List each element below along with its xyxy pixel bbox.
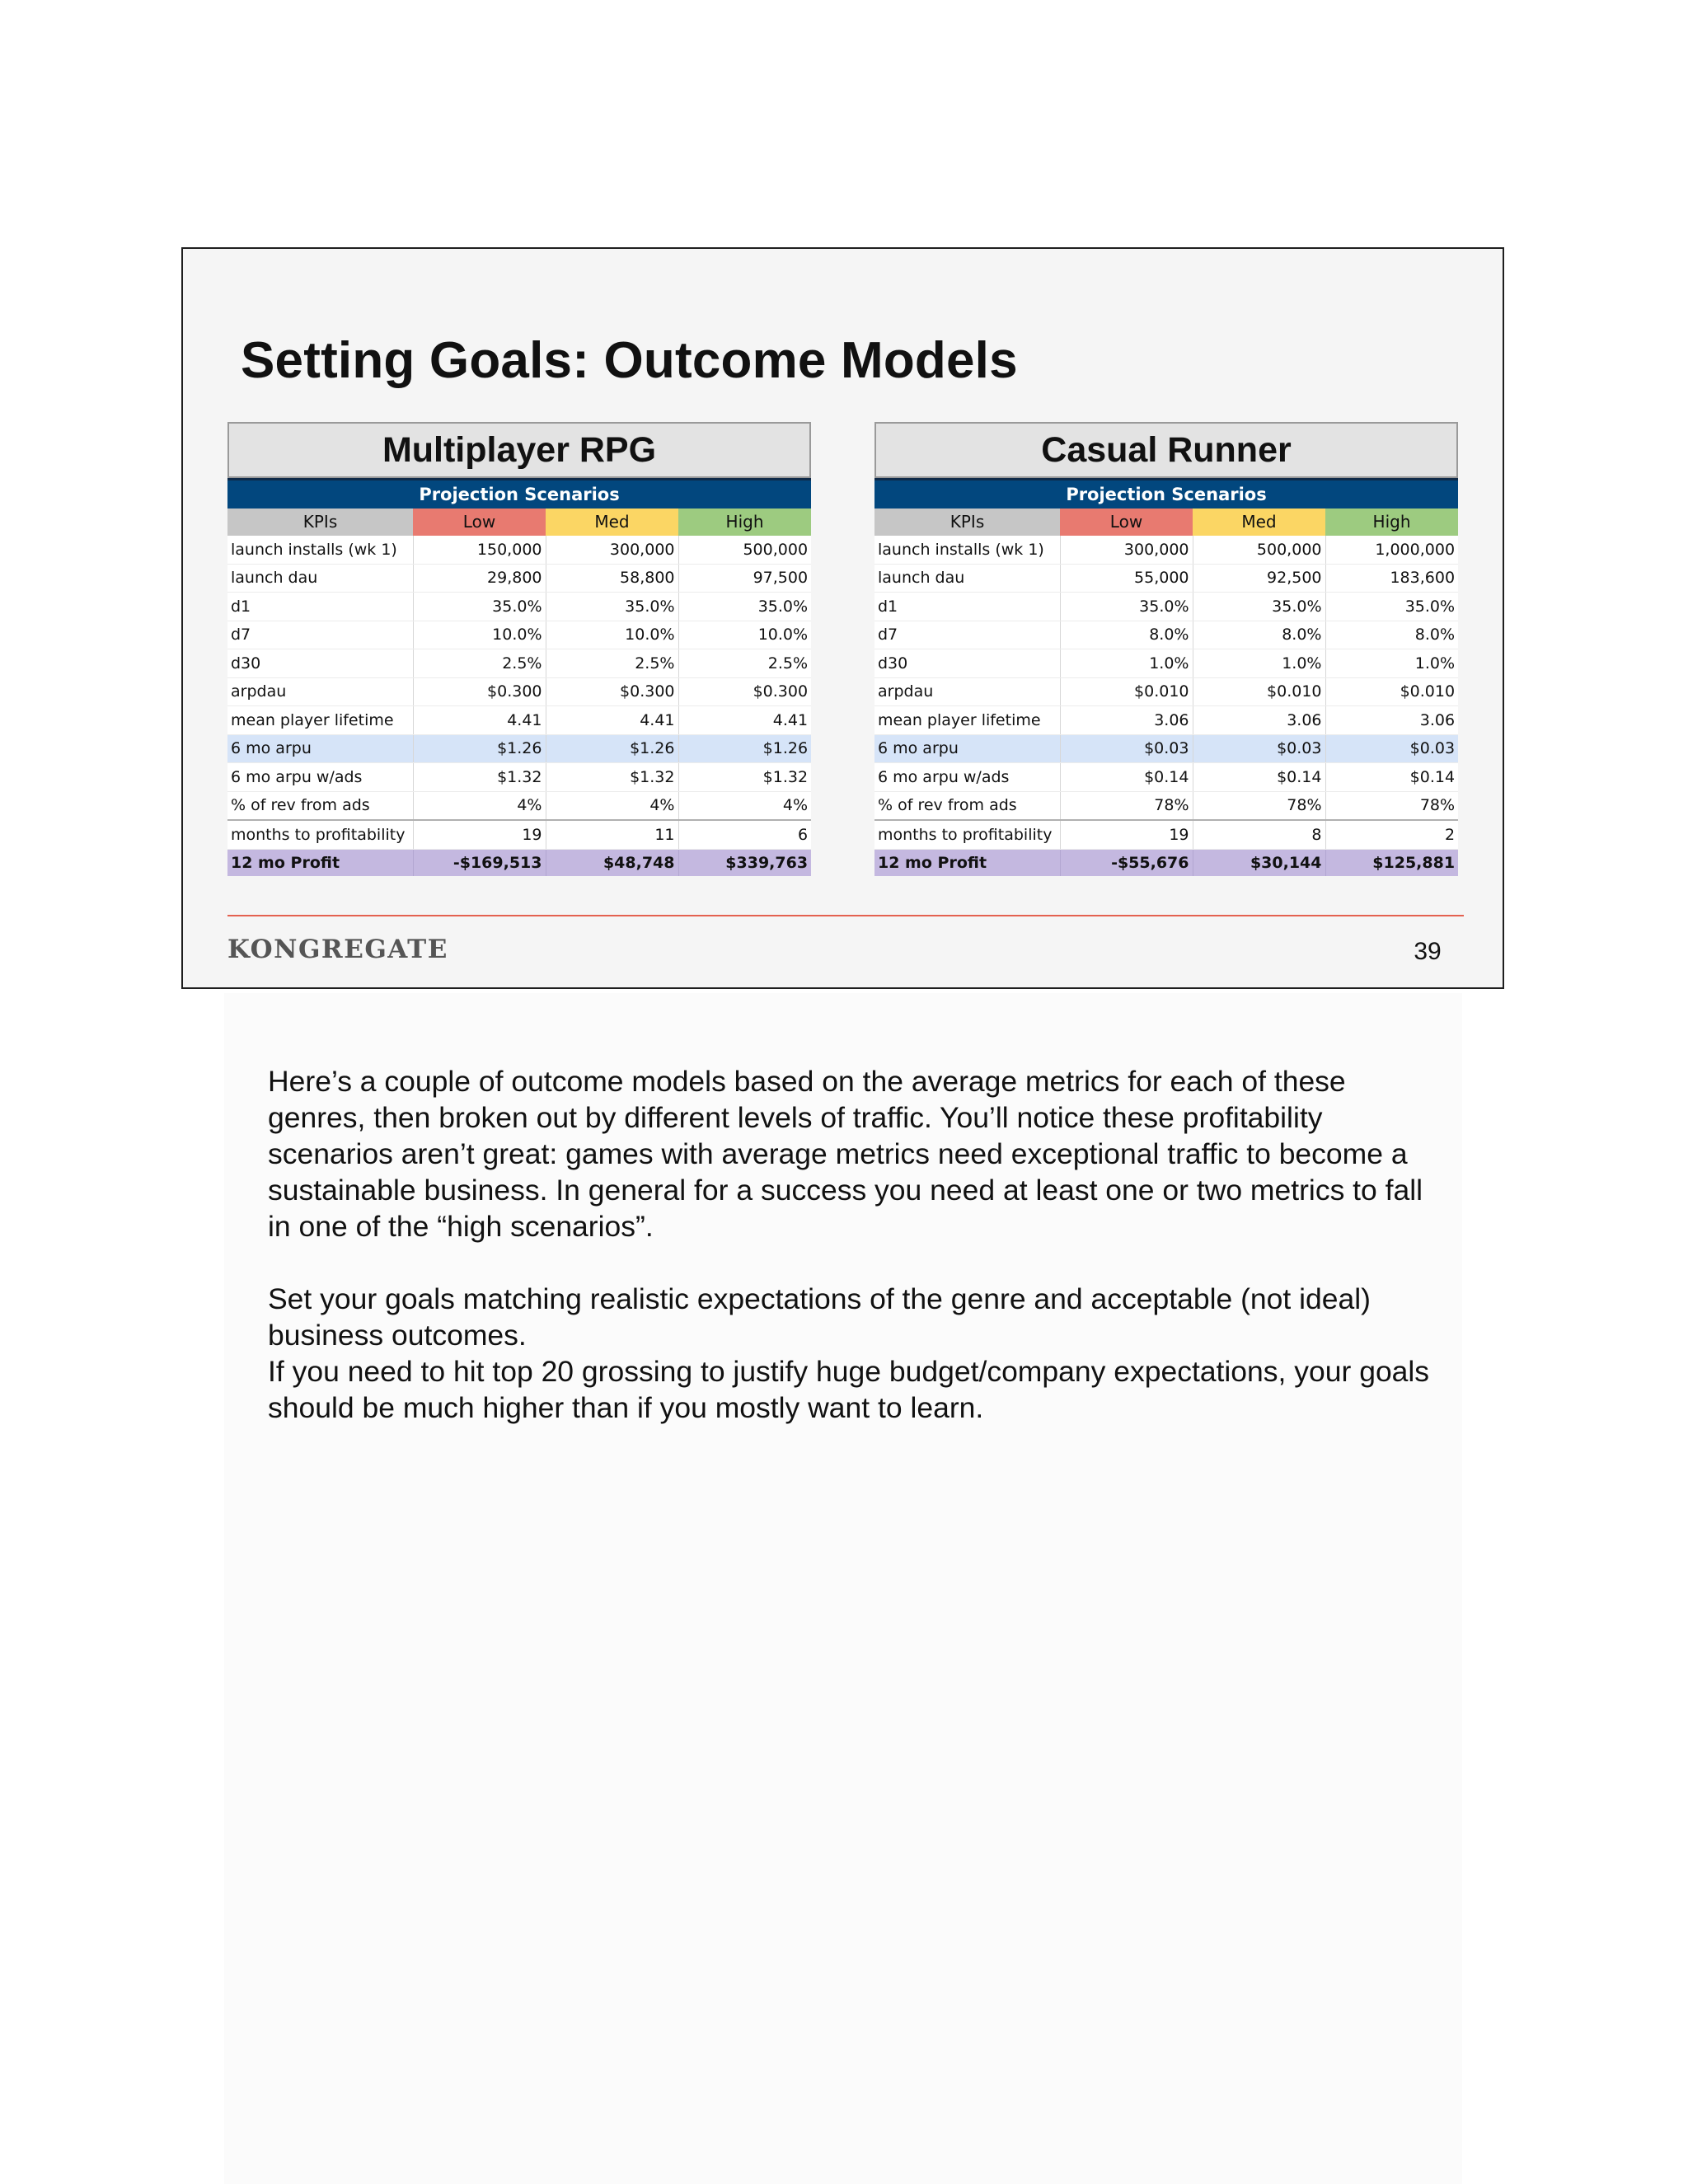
low-value: 19 [1060, 820, 1193, 849]
low-value: $0.300 [413, 677, 546, 706]
med-value: 11 [546, 820, 678, 849]
table-row [874, 621, 1458, 649]
table-row [227, 734, 811, 763]
slide-title: Setting Goals: Outcome Models [241, 332, 1018, 389]
column-header-kpis: KPIs [227, 509, 413, 537]
low-value: $1.32 [413, 763, 546, 792]
table-title: Casual Runner [874, 422, 1458, 478]
column-header-med: Med [546, 509, 678, 537]
table-row [874, 820, 1458, 849]
kpi-label: d30 [874, 649, 1060, 678]
med-value: $1.32 [546, 763, 678, 792]
high-value: 3.06 [1325, 706, 1458, 735]
paragraph-spacer [268, 1244, 1438, 1281]
low-value: 35.0% [1060, 593, 1193, 621]
table-row [227, 621, 811, 649]
column-header-low: Low [1060, 509, 1193, 537]
kpi-label: 12 mo Profit [227, 849, 413, 876]
kpi-label: 6 mo arpu w/ads [874, 763, 1060, 792]
table-row [874, 536, 1458, 564]
low-value: 35.0% [413, 593, 546, 621]
kpi-label: 12 mo Profit [874, 849, 1060, 876]
low-value: 29,800 [413, 564, 546, 593]
table-row [874, 706, 1458, 735]
kpi-label: % of rev from ads [227, 791, 413, 820]
footer-divider [227, 915, 1464, 916]
med-value: 300,000 [546, 536, 678, 564]
table-row [227, 536, 811, 564]
kpi-label: months to profitability [227, 820, 413, 849]
table-row [874, 734, 1458, 763]
med-value: 78% [1193, 791, 1325, 820]
kpi-table [227, 478, 811, 876]
brand-logo: KONGREGATE [227, 935, 448, 964]
med-value: $48,748 [546, 849, 678, 876]
high-value: 4% [678, 791, 811, 820]
med-value: 3.06 [1193, 706, 1325, 735]
table-row [227, 791, 811, 820]
med-value: 8 [1193, 820, 1325, 849]
high-value: 35.0% [678, 593, 811, 621]
notes-paragraph: If you need to hit top 20 grossing to justify huge budget/company expectations, your goals should be much higher than if you mostly want to learn. [268, 1355, 1430, 1424]
low-value: $0.14 [1060, 763, 1193, 792]
table-row [227, 706, 811, 735]
table-title: Multiplayer RPG [227, 422, 811, 478]
kpi-label: launch installs (wk 1) [874, 536, 1060, 564]
slide [181, 247, 1504, 989]
speaker-notes [268, 1063, 1438, 1426]
high-value: 8.0% [1325, 621, 1458, 649]
low-value: $0.010 [1060, 677, 1193, 706]
med-value: 1.0% [1193, 649, 1325, 678]
low-value: -$169,513 [413, 849, 546, 876]
high-value: $1.32 [678, 763, 811, 792]
column-header-low: Low [413, 509, 546, 537]
low-value: $1.26 [413, 734, 546, 763]
low-value: 1.0% [1060, 649, 1193, 678]
kpi-label: 6 mo arpu w/ads [227, 763, 413, 792]
table-panel-multiplayer-rpg [227, 422, 811, 876]
med-value: $0.010 [1193, 677, 1325, 706]
high-value: 2 [1325, 820, 1458, 849]
med-value: $0.14 [1193, 763, 1325, 792]
kpi-label: launch dau [227, 564, 413, 593]
column-header-kpis: KPIs [874, 509, 1060, 537]
table-body [874, 536, 1458, 876]
column-header-med: Med [1193, 509, 1325, 537]
table-row [874, 564, 1458, 593]
column-header-high: High [1325, 509, 1458, 537]
high-value: $1.26 [678, 734, 811, 763]
table-row [874, 593, 1458, 621]
scenario-header: Projection Scenarios [874, 480, 1458, 509]
notes-paragraph: Set your goals matching realistic expectations of the genre and acceptable (not ideal) business outcomes. [268, 1282, 1371, 1352]
med-value: $1.26 [546, 734, 678, 763]
table-panel-casual-runner [874, 422, 1458, 876]
kpi-label: d1 [227, 593, 413, 621]
kpi-label: d7 [874, 621, 1060, 649]
med-value: 4% [546, 791, 678, 820]
low-value: 55,000 [1060, 564, 1193, 593]
high-value: 78% [1325, 791, 1458, 820]
table-row [874, 649, 1458, 678]
kpi-table [874, 478, 1458, 876]
table-row [874, 791, 1458, 820]
med-value: 58,800 [546, 564, 678, 593]
med-value: 35.0% [546, 593, 678, 621]
kpi-label: d7 [227, 621, 413, 649]
table-row [874, 677, 1458, 706]
kpi-label: d1 [874, 593, 1060, 621]
high-value: $0.03 [1325, 734, 1458, 763]
kpi-label: launch installs (wk 1) [227, 536, 413, 564]
med-value: $0.03 [1193, 734, 1325, 763]
scenario-header: Projection Scenarios [227, 480, 811, 509]
kpi-label: mean player lifetime [227, 706, 413, 735]
med-value: 8.0% [1193, 621, 1325, 649]
high-value: $125,881 [1325, 849, 1458, 876]
table-row [874, 763, 1458, 792]
low-value: $0.03 [1060, 734, 1193, 763]
med-value: 4.41 [546, 706, 678, 735]
med-value: 500,000 [1193, 536, 1325, 564]
profit-row [874, 849, 1458, 876]
low-value: 10.0% [413, 621, 546, 649]
med-value: $0.300 [546, 677, 678, 706]
kpi-label: mean player lifetime [874, 706, 1060, 735]
kpi-label: 6 mo arpu [874, 734, 1060, 763]
high-value: $0.300 [678, 677, 811, 706]
table-row [227, 564, 811, 593]
low-value: 4.41 [413, 706, 546, 735]
profit-row [227, 849, 811, 876]
low-value: 300,000 [1060, 536, 1193, 564]
kpi-label: months to profitability [874, 820, 1060, 849]
kpi-label: % of rev from ads [874, 791, 1060, 820]
low-value: -$55,676 [1060, 849, 1193, 876]
low-value: 8.0% [1060, 621, 1193, 649]
high-value: $339,763 [678, 849, 811, 876]
med-value: 10.0% [546, 621, 678, 649]
table-row [227, 763, 811, 792]
high-value: 97,500 [678, 564, 811, 593]
table-row [227, 593, 811, 621]
low-value: 4% [413, 791, 546, 820]
table-row [227, 649, 811, 678]
high-value: 35.0% [1325, 593, 1458, 621]
kpi-label: 6 mo arpu [227, 734, 413, 763]
kpi-label: d30 [227, 649, 413, 678]
med-value: 92,500 [1193, 564, 1325, 593]
table-row [227, 820, 811, 849]
page-number: 39 [1414, 938, 1442, 965]
low-value: 2.5% [413, 649, 546, 678]
med-value: 2.5% [546, 649, 678, 678]
high-value: 500,000 [678, 536, 811, 564]
column-header-high: High [678, 509, 811, 537]
high-value: $0.14 [1325, 763, 1458, 792]
table-body [227, 536, 811, 876]
kpi-label: launch dau [874, 564, 1060, 593]
high-value: 183,600 [1325, 564, 1458, 593]
notes-paragraph: Here’s a couple of outcome models based on the average metrics for each of these genres, then broken out by different levels of traffic. You’ll notice these profitability scenarios aren’t great: games with average metrics need exceptional traffic to become a sustainable business. In general for a success you need at least one or two metrics to fall in one of the “high scenarios”. [268, 1065, 1423, 1243]
high-value: 1,000,000 [1325, 536, 1458, 564]
high-value: $0.010 [1325, 677, 1458, 706]
med-value: $30,144 [1193, 849, 1325, 876]
high-value: 6 [678, 820, 811, 849]
low-value: 3.06 [1060, 706, 1193, 735]
kpi-label: arpdau [227, 677, 413, 706]
low-value: 150,000 [413, 536, 546, 564]
high-value: 10.0% [678, 621, 811, 649]
low-value: 78% [1060, 791, 1193, 820]
high-value: 4.41 [678, 706, 811, 735]
med-value: 35.0% [1193, 593, 1325, 621]
table-row [227, 677, 811, 706]
high-value: 2.5% [678, 649, 811, 678]
kpi-label: arpdau [874, 677, 1060, 706]
high-value: 1.0% [1325, 649, 1458, 678]
low-value: 19 [413, 820, 546, 849]
